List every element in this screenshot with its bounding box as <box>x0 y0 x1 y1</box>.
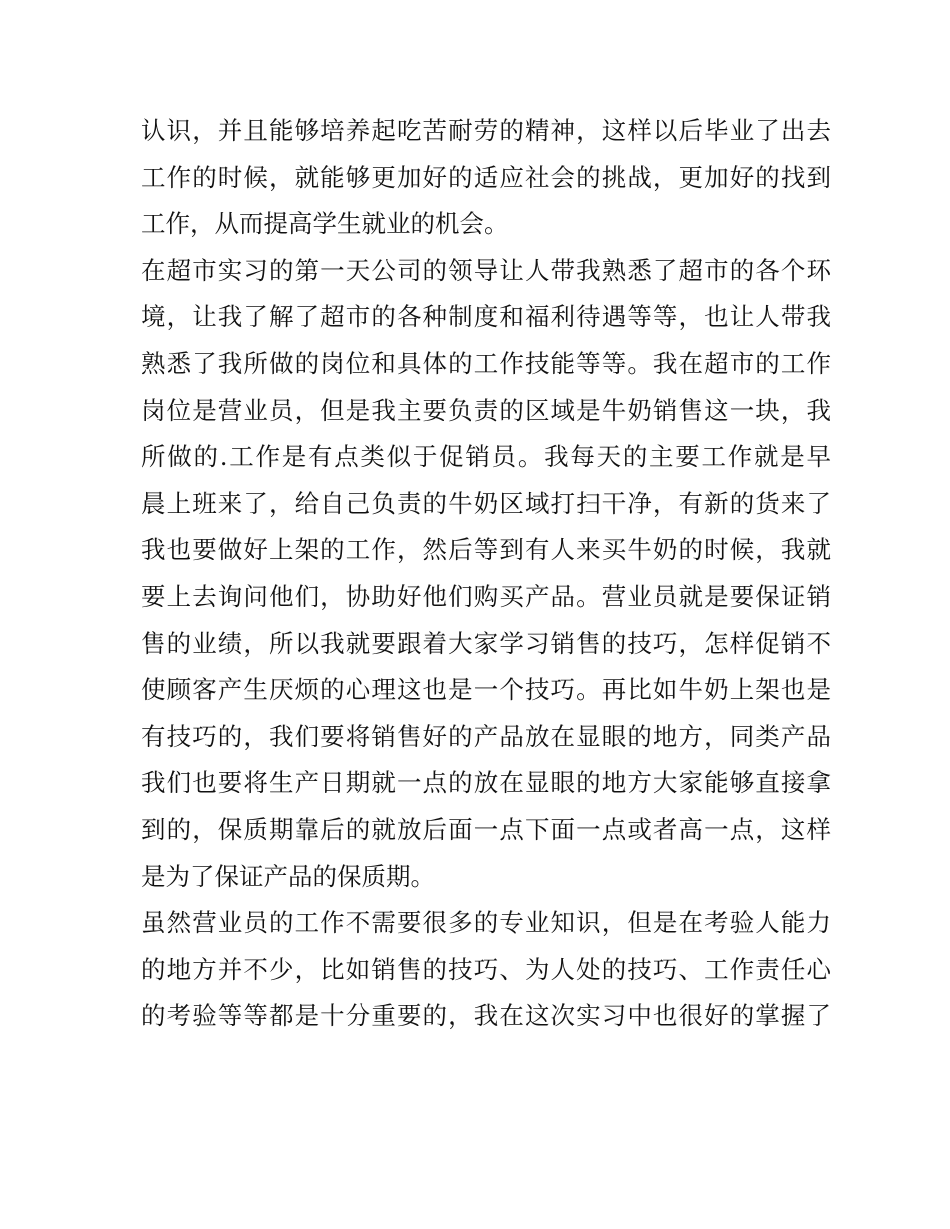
text-line: 是为了保证产品的保质期。 <box>141 861 435 891</box>
text-line: 的考验等等都是十分重要的，我在这次实习中也很好的掌握了 <box>141 1001 831 1031</box>
text-line: 售的业绩，所以我就要跟着大家学习销售的技巧，怎样促销不 <box>141 628 831 658</box>
text-line: 使顾客产生厌烦的心理这也是一个技巧。再比如牛奶上架也是 <box>141 675 831 705</box>
document-body <box>141 108 831 1040</box>
text-line: 岗位是营业员，但是我主要负责的区域是牛奶销售这一块，我 <box>141 395 831 425</box>
text-line: 我也要做好上架的工作，然后等到有人来买牛奶的时候，我就 <box>141 535 831 565</box>
text-line: 在超市实习的第一天公司的领导让人带我熟悉了超市的各个环 <box>141 255 831 285</box>
text-line: 晨上班来了，给自己负责的牛奶区域打扫干净，有新的货来了 <box>141 488 831 518</box>
text-line: 工作的时候，就能够更加好的适应社会的挑战，更加好的找到 <box>141 162 831 192</box>
text-line: 熟悉了我所做的岗位和具体的工作技能等等。我在超市的工作 <box>141 348 831 378</box>
text-line: 要上去询问他们，协助好他们购买产品。营业员就是要保证销 <box>141 581 831 611</box>
text-line: 我们也要将生产日期就一点的放在显眼的地方大家能够直接拿 <box>141 768 831 798</box>
text-line: 的地方并不少，比如销售的技巧、为人处的技巧、工作责任心 <box>141 954 831 984</box>
text-line: 所做的.工作是有点类似于促销员。我每天的主要工作就是早 <box>141 442 831 472</box>
text-line: 到的，保质期靠后的就放后面一点下面一点或者高一点，这样 <box>141 814 831 844</box>
text-line: 认识，并且能够培养起吃苦耐劳的精神，这样以后毕业了出去 <box>141 116 831 145</box>
text-line: 工作，从而提高学生就业的机会。 <box>141 209 509 239</box>
text-line: 境，让我了解了超市的各种制度和福利待遇等等，也让人带我 <box>141 302 831 332</box>
text-line: 有技巧的，我们要将销售好的产品放在显眼的地方，同类产品 <box>141 721 831 751</box>
text-line: 虽然营业员的工作不需要很多的专业知识，但是在考验人能力 <box>141 908 831 938</box>
